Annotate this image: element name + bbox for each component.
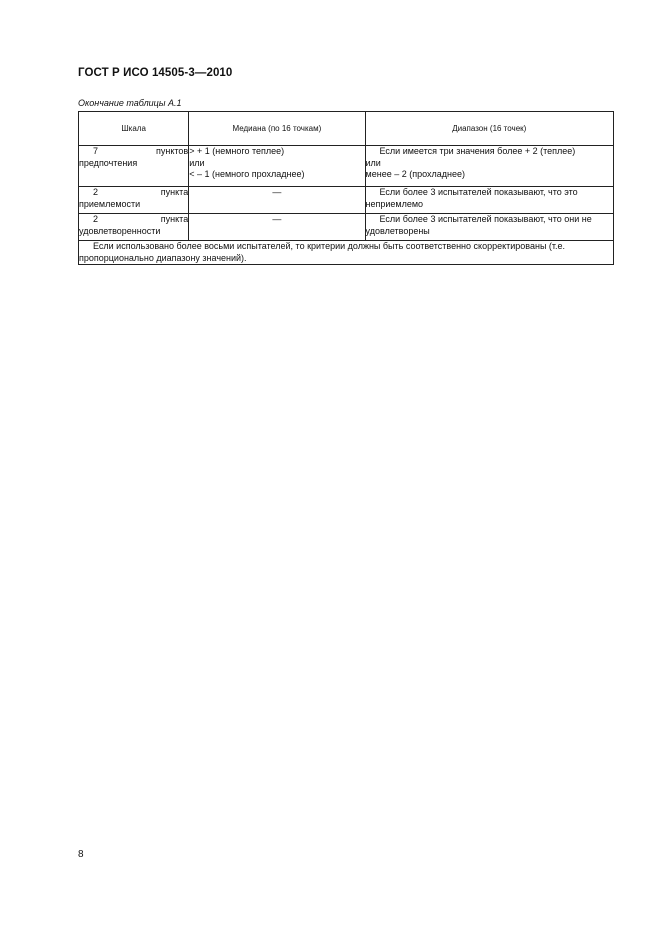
table-row — [79, 214, 614, 241]
range-text: Если более 3 испытателей показывают, что они не удовлетворены — [365, 214, 592, 236]
scale-label: 2 пункта приемлемости — [79, 187, 189, 209]
column-header-range: Диапазон (16 точек) — [365, 112, 613, 146]
median-cell — [189, 187, 365, 214]
range-cell — [365, 214, 613, 241]
column-header-scale: Шкала — [79, 112, 189, 146]
table-row — [79, 146, 614, 187]
table-caption: Окончание таблицы А.1 — [78, 98, 182, 108]
range-line: или — [365, 157, 381, 168]
range-cell — [365, 187, 613, 214]
footnote-cell — [79, 241, 614, 265]
table-footnote-row — [79, 241, 614, 265]
median-cell — [189, 146, 365, 187]
range-text: Если более 3 испытателей показывают, что это неприемлемо — [365, 187, 578, 209]
median-line: < – 1 (немного прохладнее) — [189, 169, 305, 179]
range-line: Если имеется три значения более + 2 (теплее) — [379, 146, 576, 156]
range-cell — [365, 146, 613, 187]
scale-cell — [79, 214, 189, 241]
table-footnote: Если использовано более восьми испытателей, то критерии должны быть соответственно скорректированы (т.е. пропорционально диапазону значений). — [79, 241, 566, 263]
median-cell — [189, 214, 365, 241]
scale-cell — [79, 146, 189, 187]
median-dash: — — [272, 187, 282, 197]
scale-label: 7 пунктов предпочтения — [79, 146, 189, 168]
table-row — [79, 187, 614, 214]
page-number: 8 — [78, 849, 84, 860]
scale-cell — [79, 187, 189, 214]
criteria-table — [78, 111, 614, 265]
standard-header: ГОСТ Р ИСО 14505-3—2010 — [78, 67, 233, 79]
median-line: или — [189, 157, 205, 168]
median-dash: — — [272, 214, 282, 224]
column-header-median: Медиана (по 16 точкам) — [189, 112, 365, 146]
median-line: > + 1 (немного теплее) — [189, 146, 285, 156]
scale-label: 2 пункта удовлетворенности — [79, 214, 189, 236]
table-header-row — [79, 112, 614, 146]
range-line: менее – 2 (прохладнее) — [365, 169, 465, 179]
